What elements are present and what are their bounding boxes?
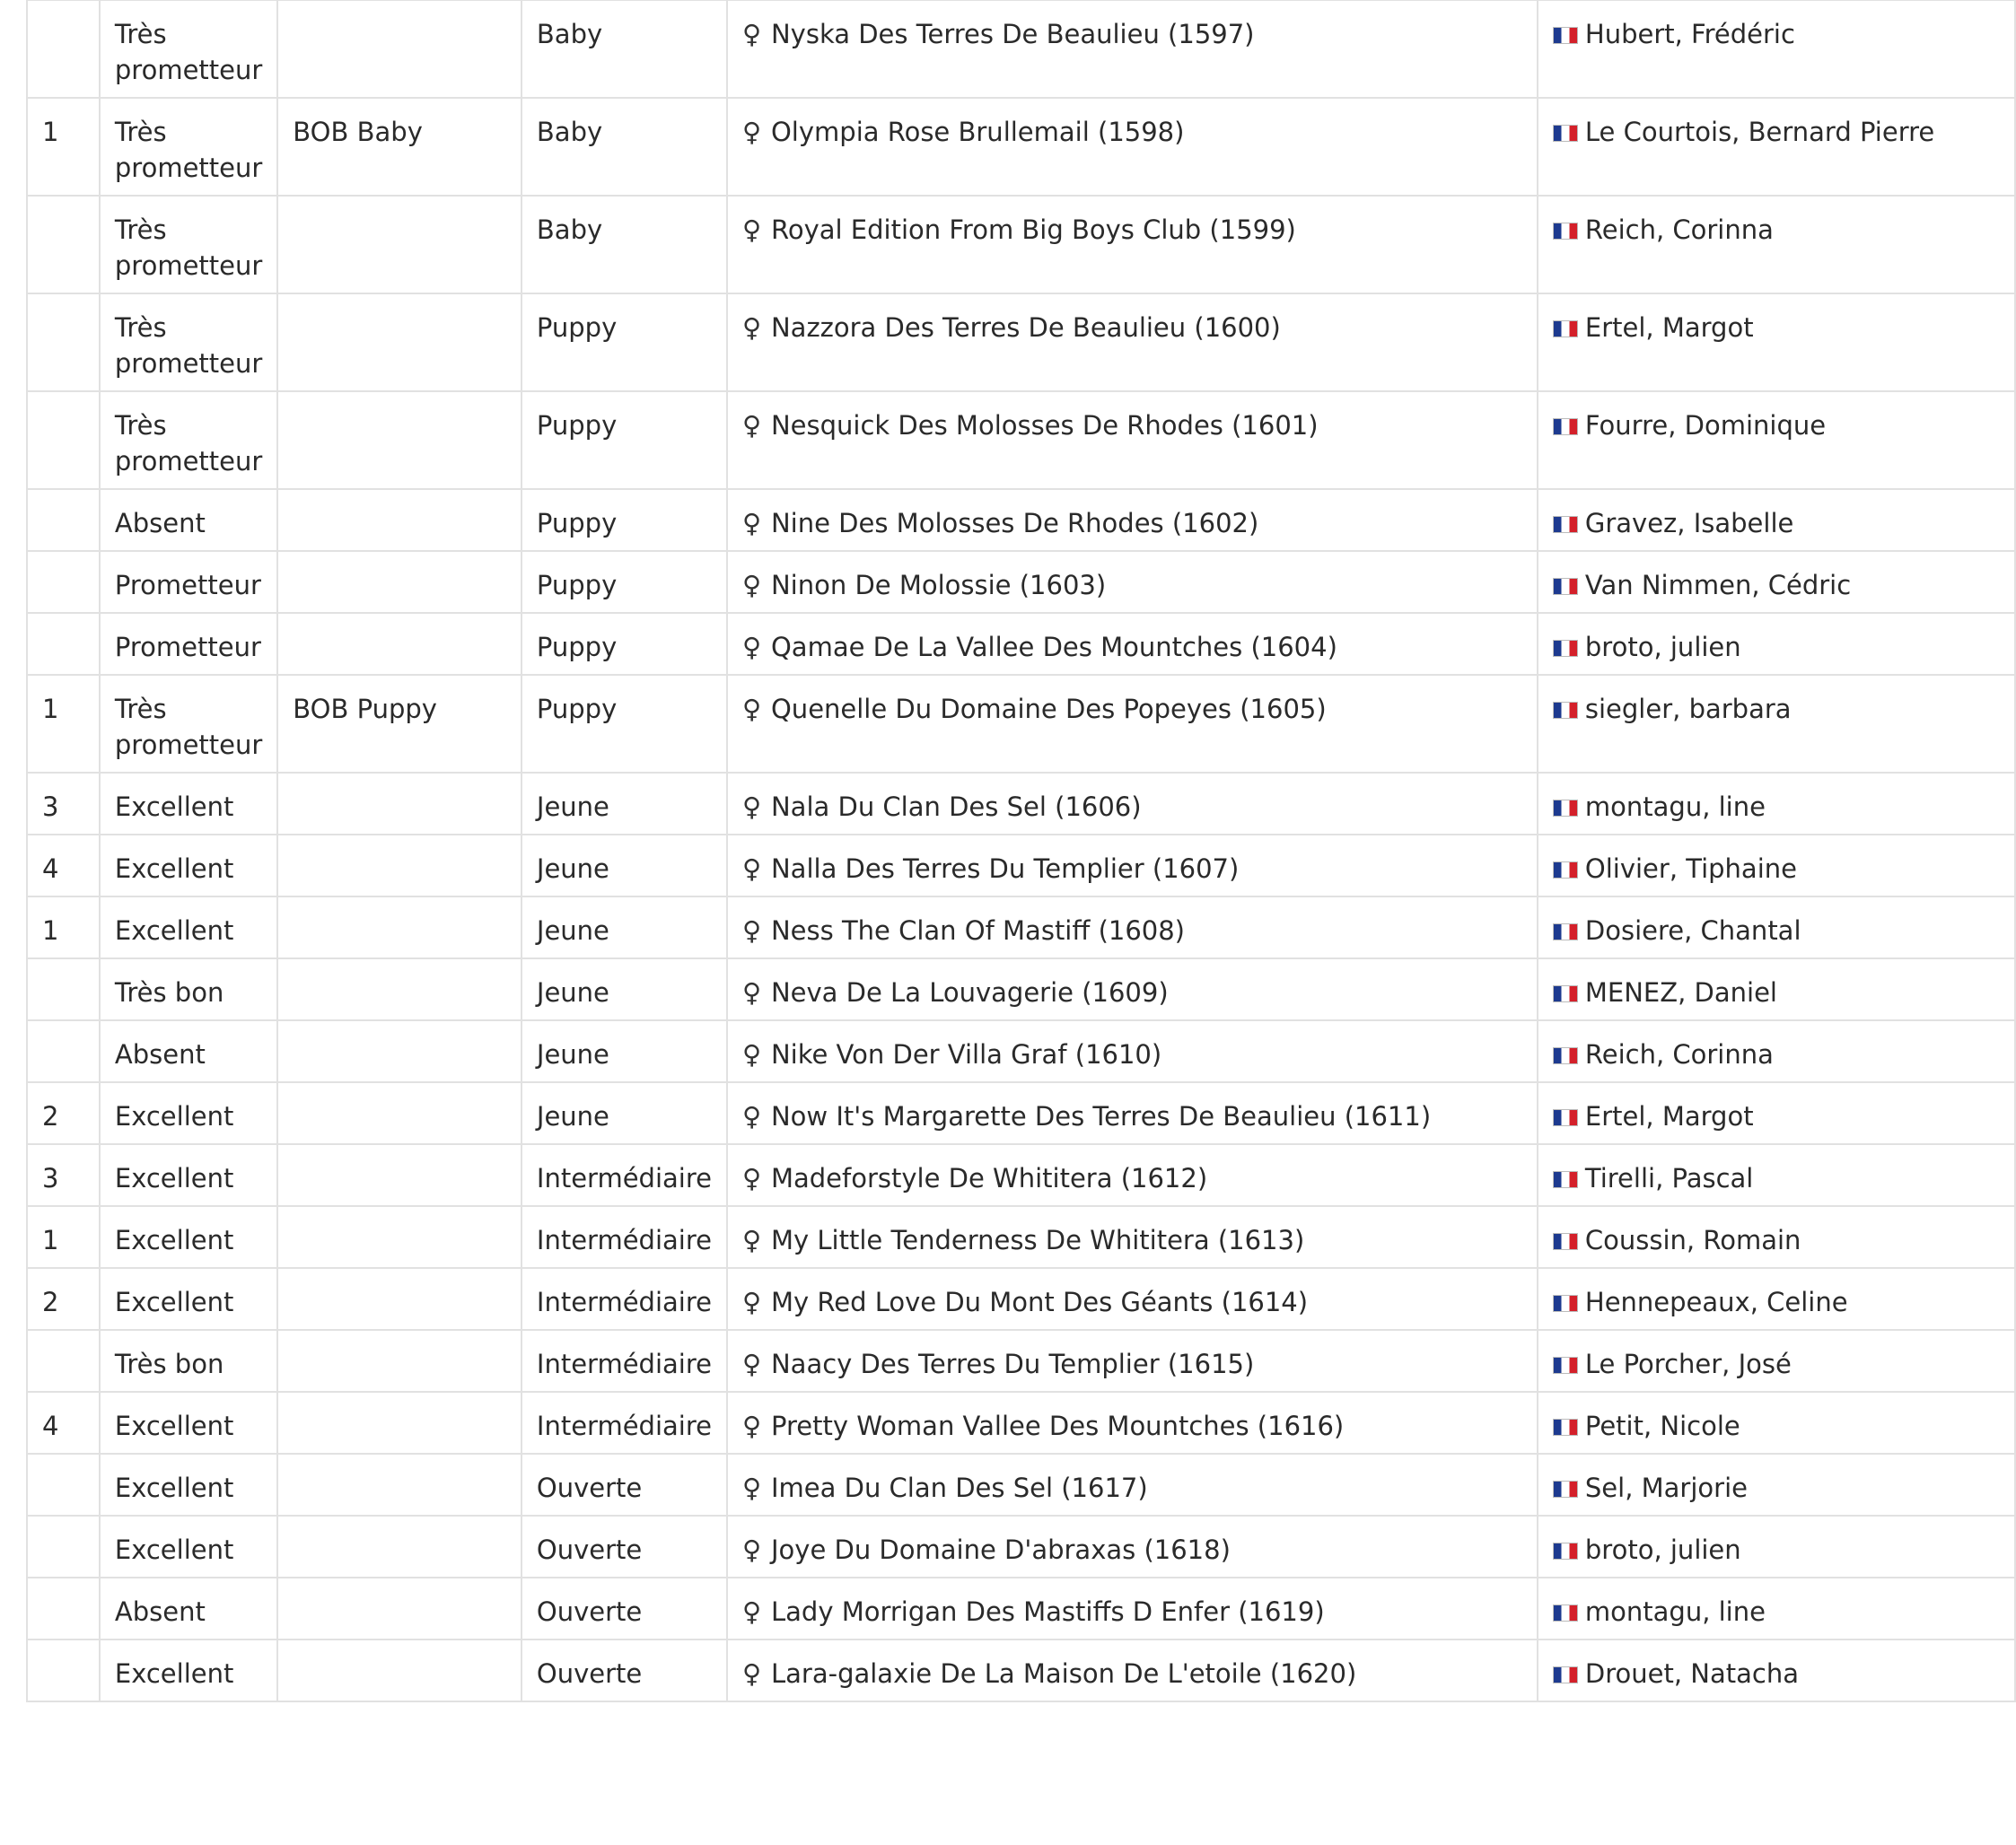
dog-name-link[interactable]: Pretty Woman Vallee Des Mountches (1616) xyxy=(770,1411,1345,1441)
class-cell: Baby xyxy=(522,0,727,98)
female-icon: ♀ xyxy=(741,1101,762,1132)
table-row xyxy=(27,958,2015,1020)
dog-name-link[interactable]: Lara-galaxie De La Maison De L'etoile (1620) xyxy=(770,1658,1357,1689)
dog-cell xyxy=(727,958,1538,1020)
rank-cell: 2 xyxy=(27,1268,100,1330)
female-icon: ♀ xyxy=(741,915,762,946)
rank-cell xyxy=(27,1578,100,1640)
table-row xyxy=(27,1020,2015,1082)
female-icon: ♀ xyxy=(741,1225,762,1255)
award-cell xyxy=(277,1020,522,1082)
dog-cell xyxy=(727,1206,1538,1268)
france-flag-icon xyxy=(1553,1419,1578,1436)
female-icon: ♀ xyxy=(741,1596,762,1627)
award-cell xyxy=(277,1206,522,1268)
owner-name: Sel, Marjorie xyxy=(1584,1473,1748,1503)
qualification-cell: Excellent xyxy=(100,1640,277,1701)
dog-cell xyxy=(727,0,1538,98)
owner-name: broto, julien xyxy=(1584,1535,1741,1565)
class-cell: Jeune xyxy=(522,958,727,1020)
france-flag-icon xyxy=(1553,516,1578,533)
rank-cell xyxy=(27,1330,100,1392)
class-cell: Baby xyxy=(522,196,727,293)
rank-cell: 1 xyxy=(27,98,100,196)
dog-name-link[interactable]: Quenelle Du Domaine Des Popeyes (1605) xyxy=(770,694,1327,724)
female-icon: ♀ xyxy=(741,410,762,441)
rank-cell xyxy=(27,1640,100,1701)
france-flag-icon xyxy=(1553,578,1578,595)
dog-name-link[interactable]: Neva De La Louvagerie (1609) xyxy=(770,977,1169,1008)
award-cell xyxy=(277,1516,522,1578)
dog-cell xyxy=(727,773,1538,835)
france-flag-icon xyxy=(1553,320,1578,337)
class-cell: Puppy xyxy=(522,293,727,391)
owner-cell xyxy=(1538,835,2015,896)
owner-name: Gravez, Isabelle xyxy=(1584,508,1794,538)
dog-name-link[interactable]: Lady Morrigan Des Mastiffs D Enfer (1619) xyxy=(770,1596,1325,1627)
owner-cell xyxy=(1538,1144,2015,1206)
table-row xyxy=(27,1578,2015,1640)
dog-cell xyxy=(727,551,1538,613)
rank-cell xyxy=(27,293,100,391)
class-cell: Jeune xyxy=(522,1082,727,1144)
female-icon: ♀ xyxy=(741,1039,762,1070)
qualification-cell: Excellent xyxy=(100,1268,277,1330)
owner-name: Reich, Corinna xyxy=(1584,214,1774,245)
qualification-cell: Excellent xyxy=(100,1082,277,1144)
rank-cell: 2 xyxy=(27,1082,100,1144)
class-cell: Ouverte xyxy=(522,1640,727,1701)
dog-name-link[interactable]: Royal Edition From Big Boys Club (1599) xyxy=(770,214,1296,245)
award-cell xyxy=(277,489,522,551)
female-icon: ♀ xyxy=(741,1473,762,1503)
class-cell: Intermédiaire xyxy=(522,1144,727,1206)
france-flag-icon xyxy=(1553,640,1578,657)
dog-name-link[interactable]: Nala Du Clan Des Sel (1606) xyxy=(770,791,1142,822)
owner-cell xyxy=(1538,1020,2015,1082)
award-cell xyxy=(277,391,522,489)
qualification-cell: Très bon xyxy=(100,958,277,1020)
qualification-cell: Très prometteur xyxy=(100,196,277,293)
france-flag-icon xyxy=(1553,1233,1578,1250)
france-flag-icon xyxy=(1553,1295,1578,1312)
table-row xyxy=(27,1206,2015,1268)
table-row xyxy=(27,1392,2015,1454)
owner-cell xyxy=(1538,613,2015,675)
dog-cell xyxy=(727,835,1538,896)
award-cell xyxy=(277,896,522,958)
owner-cell xyxy=(1538,293,2015,391)
award-cell: BOB Puppy xyxy=(277,675,522,773)
dog-name-link[interactable]: Nyska Des Terres De Beaulieu (1597) xyxy=(770,19,1255,49)
award-cell xyxy=(277,958,522,1020)
female-icon: ♀ xyxy=(741,214,762,245)
rank-cell: 1 xyxy=(27,675,100,773)
dog-cell xyxy=(727,196,1538,293)
dog-cell xyxy=(727,1454,1538,1516)
rank-cell xyxy=(27,0,100,98)
france-flag-icon xyxy=(1553,1109,1578,1126)
dog-name-link[interactable]: Nalla Des Terres Du Templier (1607) xyxy=(770,853,1240,884)
owner-name: Tirelli, Pascal xyxy=(1584,1163,1754,1194)
female-icon: ♀ xyxy=(741,1658,762,1689)
female-icon: ♀ xyxy=(741,1349,762,1379)
class-cell: Puppy xyxy=(522,675,727,773)
france-flag-icon xyxy=(1553,861,1578,879)
owner-name: broto, julien xyxy=(1584,632,1741,662)
table-row xyxy=(27,613,2015,675)
france-flag-icon xyxy=(1553,1605,1578,1622)
class-cell: Ouverte xyxy=(522,1454,727,1516)
dog-cell xyxy=(727,1640,1538,1701)
class-cell: Puppy xyxy=(522,551,727,613)
rank-cell xyxy=(27,1020,100,1082)
owner-cell xyxy=(1538,1640,2015,1701)
qualification-cell: Excellent xyxy=(100,1454,277,1516)
table-row xyxy=(27,675,2015,773)
owner-name: Ertel, Margot xyxy=(1584,312,1754,343)
owner-name: Drouet, Natacha xyxy=(1584,1658,1799,1689)
table-row xyxy=(27,835,2015,896)
dog-cell xyxy=(727,1578,1538,1640)
dog-cell xyxy=(727,675,1538,773)
dog-name-link[interactable]: Madeforstyle De Whititera (1612) xyxy=(770,1163,1208,1194)
qualification-cell: Très prometteur xyxy=(100,391,277,489)
dog-name-link[interactable]: Naacy Des Terres Du Templier (1615) xyxy=(770,1349,1255,1379)
award-cell xyxy=(277,613,522,675)
owner-name: Reich, Corinna xyxy=(1584,1039,1774,1070)
results-body xyxy=(27,0,2015,1701)
table-row xyxy=(27,1516,2015,1578)
owner-name: Hubert, Frédéric xyxy=(1584,19,1795,49)
owner-cell xyxy=(1538,1082,2015,1144)
rank-cell xyxy=(27,1516,100,1578)
female-icon: ♀ xyxy=(741,977,762,1008)
female-icon: ♀ xyxy=(741,632,762,662)
award-cell xyxy=(277,1454,522,1516)
france-flag-icon xyxy=(1553,1357,1578,1374)
table-row xyxy=(27,98,2015,196)
france-flag-icon xyxy=(1553,1481,1578,1498)
rank-cell xyxy=(27,958,100,1020)
table-row xyxy=(27,1640,2015,1701)
dog-cell xyxy=(727,1330,1538,1392)
dog-cell xyxy=(727,1516,1538,1578)
table-row xyxy=(27,551,2015,613)
qualification-cell: Excellent xyxy=(100,1144,277,1206)
owner-cell xyxy=(1538,1330,2015,1392)
qualification-cell: Très prometteur xyxy=(100,0,277,98)
owner-name: Coussin, Romain xyxy=(1584,1225,1801,1255)
france-flag-icon xyxy=(1553,985,1578,1002)
owner-cell xyxy=(1538,196,2015,293)
rank-cell xyxy=(27,489,100,551)
owner-cell xyxy=(1538,489,2015,551)
female-icon: ♀ xyxy=(741,791,762,822)
table-row xyxy=(27,896,2015,958)
france-flag-icon xyxy=(1553,923,1578,940)
award-cell xyxy=(277,1082,522,1144)
female-icon: ♀ xyxy=(741,853,762,884)
france-flag-icon xyxy=(1553,27,1578,44)
owner-cell xyxy=(1538,391,2015,489)
dog-name-link[interactable]: My Little Tenderness De Whititera (1613) xyxy=(770,1225,1305,1255)
owner-cell xyxy=(1538,1392,2015,1454)
france-flag-icon xyxy=(1553,1171,1578,1188)
dog-cell xyxy=(727,1020,1538,1082)
rank-cell xyxy=(27,1454,100,1516)
rank-cell: 1 xyxy=(27,1206,100,1268)
qualification-cell: Excellent xyxy=(100,1206,277,1268)
owner-cell xyxy=(1538,1268,2015,1330)
award-cell xyxy=(277,1578,522,1640)
female-icon: ♀ xyxy=(741,694,762,724)
qualification-cell: Prometteur xyxy=(100,551,277,613)
owner-name: MENEZ, Daniel xyxy=(1584,977,1777,1008)
award-cell: BOB Baby xyxy=(277,98,522,196)
award-cell xyxy=(277,1330,522,1392)
table-row xyxy=(27,391,2015,489)
female-icon: ♀ xyxy=(741,117,762,147)
dog-name-link[interactable]: Now It's Margarette Des Terres De Beaulieu (1611) xyxy=(770,1101,1432,1132)
qualification-cell: Excellent xyxy=(100,773,277,835)
france-flag-icon xyxy=(1553,800,1578,817)
class-cell: Puppy xyxy=(522,489,727,551)
class-cell: Ouverte xyxy=(522,1578,727,1640)
owner-name: Van Nimmen, Cédric xyxy=(1584,570,1852,600)
class-cell: Jeune xyxy=(522,773,727,835)
class-cell: Jeune xyxy=(522,1020,727,1082)
qualification-cell: Excellent xyxy=(100,835,277,896)
award-cell xyxy=(277,1268,522,1330)
dog-cell xyxy=(727,613,1538,675)
female-icon: ♀ xyxy=(741,1535,762,1565)
qualification-cell: Très prometteur xyxy=(100,293,277,391)
dog-name-link[interactable]: Ness The Clan Of Mastiff (1608) xyxy=(770,915,1185,946)
female-icon: ♀ xyxy=(741,312,762,343)
owner-cell xyxy=(1538,98,2015,196)
owner-name: Petit, Nicole xyxy=(1584,1411,1740,1441)
qualification-cell: Excellent xyxy=(100,1516,277,1578)
table-row xyxy=(27,1454,2015,1516)
table-row xyxy=(27,1144,2015,1206)
owner-name: Olivier, Tiphaine xyxy=(1584,853,1797,884)
female-icon: ♀ xyxy=(741,1287,762,1317)
rank-cell xyxy=(27,196,100,293)
qualification-cell: Absent xyxy=(100,489,277,551)
qualification-cell: Absent xyxy=(100,1578,277,1640)
france-flag-icon xyxy=(1553,702,1578,719)
owner-cell xyxy=(1538,773,2015,835)
france-flag-icon xyxy=(1553,125,1578,142)
dog-name-link[interactable]: Ninon De Molossie (1603) xyxy=(770,570,1107,600)
dog-name-link[interactable]: Nike Von Der Villa Graf (1610) xyxy=(770,1039,1162,1070)
owner-name: montagu, line xyxy=(1584,791,1766,822)
rank-cell: 3 xyxy=(27,773,100,835)
dog-name-link[interactable]: Imea Du Clan Des Sel (1617) xyxy=(770,1473,1148,1503)
owner-name: Ertel, Margot xyxy=(1584,1101,1754,1132)
owner-cell xyxy=(1538,958,2015,1020)
dog-name-link[interactable]: My Red Love Du Mont Des Géants (1614) xyxy=(770,1287,1309,1317)
dog-name-link[interactable]: Nazzora Des Terres De Beaulieu (1600) xyxy=(770,312,1281,343)
class-cell: Jeune xyxy=(522,896,727,958)
qualification-cell: Excellent xyxy=(100,896,277,958)
owner-name: montagu, line xyxy=(1584,1596,1766,1627)
class-cell: Puppy xyxy=(522,391,727,489)
class-cell: Baby xyxy=(522,98,727,196)
owner-name: Hennepeaux, Celine xyxy=(1584,1287,1848,1317)
rank-cell: 3 xyxy=(27,1144,100,1206)
award-cell xyxy=(277,773,522,835)
female-icon: ♀ xyxy=(741,19,762,49)
dog-cell xyxy=(727,489,1538,551)
table-row xyxy=(27,196,2015,293)
table-row xyxy=(27,293,2015,391)
owner-cell xyxy=(1538,896,2015,958)
dog-name-link[interactable]: Nesquick Des Molosses De Rhodes (1601) xyxy=(770,410,1319,441)
owner-cell xyxy=(1538,551,2015,613)
rank-cell: 1 xyxy=(27,896,100,958)
rank-cell xyxy=(27,391,100,489)
class-cell: Intermédiaire xyxy=(522,1268,727,1330)
class-cell: Intermédiaire xyxy=(522,1206,727,1268)
table-row xyxy=(27,1268,2015,1330)
rank-cell xyxy=(27,613,100,675)
award-cell xyxy=(277,0,522,98)
dog-name-link[interactable]: Joye Du Domaine D'abraxas (1618) xyxy=(770,1535,1231,1565)
award-cell xyxy=(277,196,522,293)
award-cell xyxy=(277,1392,522,1454)
table-row xyxy=(27,1082,2015,1144)
qualification-cell: Très bon xyxy=(100,1330,277,1392)
award-cell xyxy=(277,1640,522,1701)
owner-cell xyxy=(1538,1578,2015,1640)
rank-cell: 4 xyxy=(27,1392,100,1454)
table-row xyxy=(27,1330,2015,1392)
female-icon: ♀ xyxy=(741,570,762,600)
qualification-cell: Prometteur xyxy=(100,613,277,675)
dog-name-link[interactable]: Olympia Rose Brullemail (1598) xyxy=(770,117,1185,147)
female-icon: ♀ xyxy=(741,1163,762,1194)
owner-name: Dosiere, Chantal xyxy=(1584,915,1801,946)
award-cell xyxy=(277,551,522,613)
rank-cell xyxy=(27,551,100,613)
dog-cell xyxy=(727,1392,1538,1454)
female-icon: ♀ xyxy=(741,1411,762,1441)
class-cell: Intermédiaire xyxy=(522,1392,727,1454)
class-cell: Ouverte xyxy=(522,1516,727,1578)
france-flag-icon xyxy=(1553,418,1578,435)
owner-cell xyxy=(1538,1454,2015,1516)
results-table xyxy=(26,0,2016,1702)
france-flag-icon xyxy=(1553,1047,1578,1064)
dog-cell xyxy=(727,1144,1538,1206)
dog-name-link[interactable]: Nine Des Molosses De Rhodes (1602) xyxy=(770,508,1259,538)
owner-name: Fourre, Dominique xyxy=(1584,410,1827,441)
owner-cell xyxy=(1538,675,2015,773)
owner-cell xyxy=(1538,1206,2015,1268)
award-cell xyxy=(277,293,522,391)
award-cell xyxy=(277,1144,522,1206)
class-cell: Intermédiaire xyxy=(522,1330,727,1392)
owner-cell xyxy=(1538,1516,2015,1578)
qualification-cell: Excellent xyxy=(100,1392,277,1454)
dog-cell xyxy=(727,98,1538,196)
dog-cell xyxy=(727,391,1538,489)
france-flag-icon xyxy=(1553,223,1578,240)
dog-cell xyxy=(727,293,1538,391)
owner-name: siegler, barbara xyxy=(1584,694,1792,724)
owner-cell xyxy=(1538,0,2015,98)
award-cell xyxy=(277,835,522,896)
owner-name: Le Porcher, José xyxy=(1584,1349,1792,1379)
owner-name: Le Courtois, Bernard Pierre xyxy=(1584,117,1935,147)
dog-cell xyxy=(727,1082,1538,1144)
class-cell: Puppy xyxy=(522,613,727,675)
class-cell: Jeune xyxy=(522,835,727,896)
dog-name-link[interactable]: Qamae De La Vallee Des Mountches (1604) xyxy=(770,632,1337,662)
female-icon: ♀ xyxy=(741,508,762,538)
qualification-cell: Très prometteur xyxy=(100,98,277,196)
table-row xyxy=(27,489,2015,551)
rank-cell: 4 xyxy=(27,835,100,896)
table-row xyxy=(27,0,2015,98)
dog-cell xyxy=(727,896,1538,958)
table-row xyxy=(27,773,2015,835)
france-flag-icon xyxy=(1553,1666,1578,1683)
qualification-cell: Très prometteur xyxy=(100,675,277,773)
qualification-cell: Absent xyxy=(100,1020,277,1082)
dog-cell xyxy=(727,1268,1538,1330)
france-flag-icon xyxy=(1553,1543,1578,1560)
